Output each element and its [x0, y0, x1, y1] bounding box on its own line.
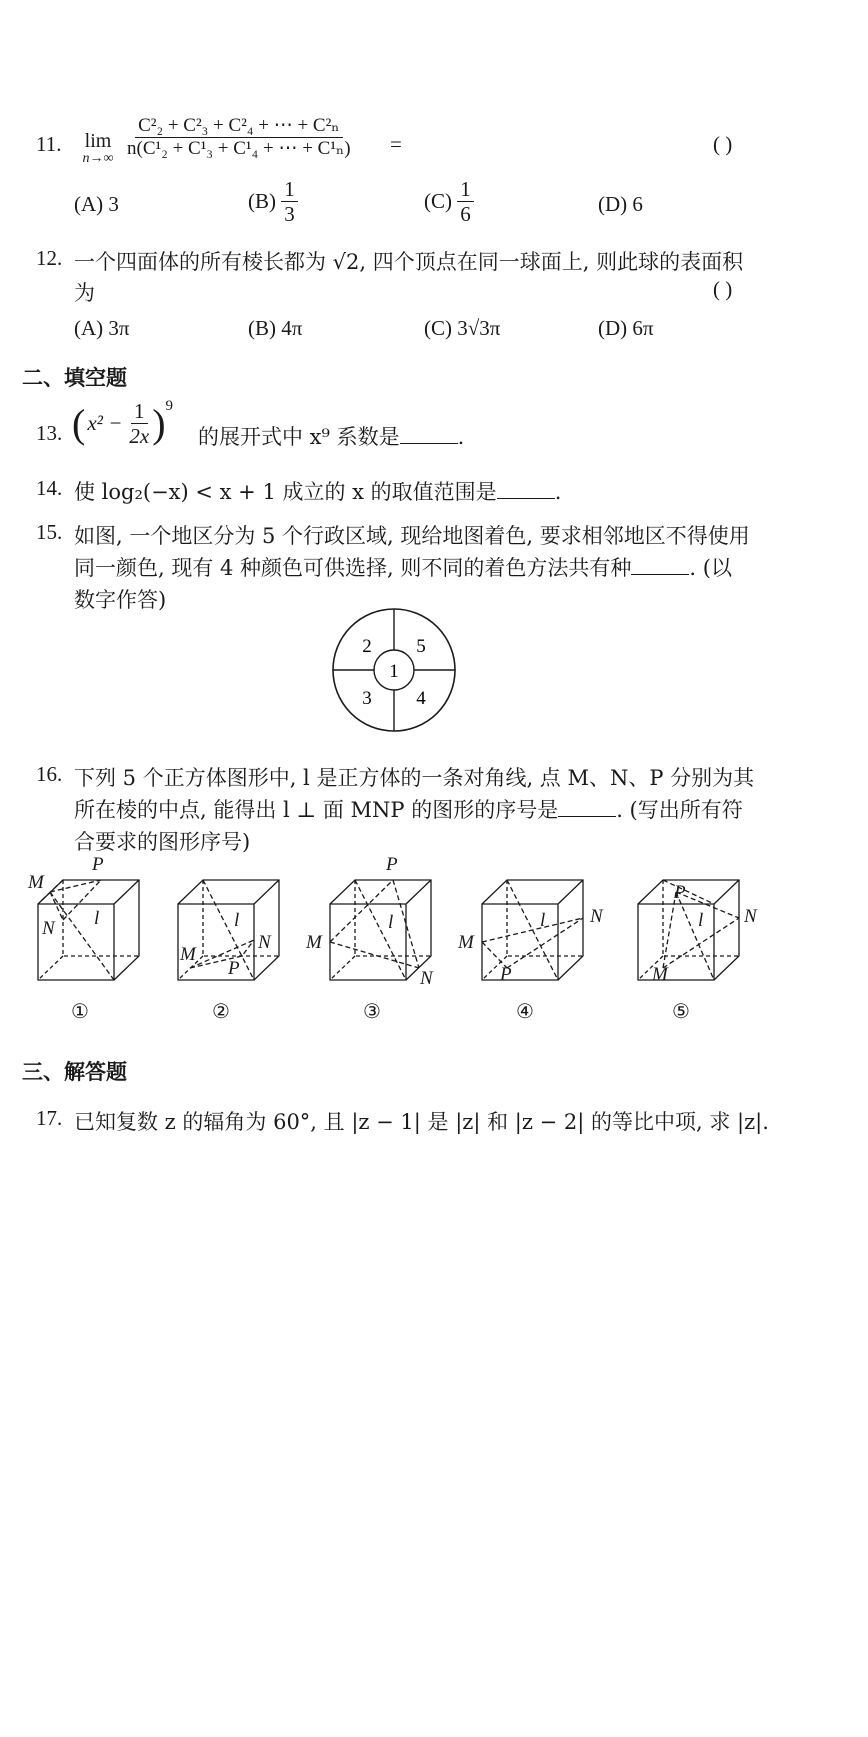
q15-line2-end: . (以: [689, 556, 732, 580]
q13-exponent: 9: [165, 398, 174, 414]
section-heading-fill-in: 二、填空题: [22, 366, 127, 390]
region-2: 2: [362, 636, 372, 657]
q13-x-squared: x² −: [87, 411, 123, 436]
cube4-label-M: M: [458, 932, 474, 953]
q11-equals: =: [390, 132, 402, 156]
q15-line1: 如图, 一个地区分为 5 个行政区域, 现给地图着色, 要求相邻地区不得使用: [74, 524, 750, 548]
q13-frac-num: 1: [131, 400, 148, 424]
figure-id-2: ②: [212, 1001, 230, 1023]
cube2-label-M: M: [180, 944, 196, 965]
cube5-label-M: M: [652, 964, 668, 985]
cube3-label-l: l: [388, 912, 394, 933]
option-c-label: (C): [424, 189, 452, 214]
q15-line3: 数字作答): [74, 588, 167, 612]
cube5-label-P: P: [674, 882, 686, 903]
q11-answer-paren: ( ): [713, 132, 733, 156]
q13-end: .: [457, 425, 465, 449]
q15-line2: [74, 552, 732, 582]
q12-answer-paren: ( ): [713, 277, 733, 301]
option-b-denominator: 3: [284, 202, 295, 227]
q14-text: [74, 476, 561, 506]
q14-statement: 使 log₂(−x) < x + 1 成立的 x 的取值范围是: [74, 480, 497, 504]
cube1-label-P: P: [92, 854, 104, 875]
q16-line3: 合要求的图形序号): [74, 830, 251, 854]
q12-line1: 一个四面体的所有棱长都为 √2, 四个顶点在同一球面上, 则此球的表面积: [74, 250, 744, 274]
q15-answer-blank: [631, 556, 689, 575]
option-b-numerator: 1: [281, 178, 298, 202]
option-c-denominator: 6: [460, 202, 471, 227]
q17-text: 已知复数 z 的辐角为 60°, 且 |z − 1| 是 |z| 和 |z − 2| 的等比中项, 求 |z|.: [74, 1110, 769, 1134]
q13-expression: [72, 400, 173, 447]
cube5-label-l: l: [698, 910, 704, 931]
cube2-label-l: l: [234, 910, 240, 931]
region-3: 3: [362, 688, 372, 709]
q12-option-a: (A) 3π: [74, 316, 130, 340]
cube3-label-M: M: [306, 932, 322, 953]
cube2-label-N: N: [258, 932, 271, 953]
cube3-label-P: P: [386, 854, 398, 875]
section-heading-solutions: 三、解答题: [22, 1060, 127, 1084]
cube2-label-P: P: [228, 958, 240, 979]
cube4-label-l: l: [540, 910, 546, 931]
q13-text: [198, 421, 464, 451]
q16-line2-end: . (写出所有符: [616, 798, 743, 822]
q14-number: 14.: [36, 476, 63, 500]
q14-end: .: [554, 480, 562, 504]
cube1-label-M: M: [28, 872, 44, 893]
figure-id-3: ③: [363, 1001, 381, 1023]
region-4: 4: [416, 688, 426, 709]
q13-answer-blank: [400, 425, 458, 444]
q11-option-c: [424, 178, 474, 225]
cube-4: [482, 880, 583, 980]
figure-id-1: ①: [71, 1001, 89, 1023]
q13-frac-den: 2x: [129, 424, 150, 449]
lim-subscript: n→∞: [82, 151, 114, 166]
q13-statement: 的展开式中 x⁹ 系数是: [198, 425, 400, 449]
q11-denominator: n(C¹₂ + C¹₃ + C¹₄ + ⋯ + C¹ₙ): [127, 137, 351, 159]
q11-option-a: (A) 3: [74, 192, 119, 216]
q16-line1: 下列 5 个正方体图形中, l 是正方体的一条对角线, 点 M、N、P 分别为其: [74, 766, 755, 790]
cube4-label-P: P: [500, 964, 512, 985]
cube1-label-l: l: [94, 908, 100, 929]
q15-line2-text: 同一颜色, 现有 4 种颜色可供选择, 则不同的着色方法共有种: [74, 556, 632, 580]
q16-line2: [74, 794, 743, 824]
q12-option-c: (C) 3√3π: [424, 316, 501, 340]
q11-limit: [74, 131, 122, 167]
q12-option-b: (B) 4π: [248, 316, 303, 340]
cube4-label-N: N: [590, 906, 603, 927]
q11-fraction: [124, 116, 354, 159]
figure-id-4: ④: [516, 1001, 534, 1023]
q16-line2-text: 所在棱的中点, 能得出 l ⊥ 面 MNP 的图形的序号是: [74, 798, 559, 822]
q11-number: 11.: [36, 132, 62, 156]
q16-number: 16.: [36, 762, 63, 786]
q11-numerator: C²₂ + C²₃ + C²₄ + ⋯ + C²ₙ: [135, 116, 342, 138]
cube-3: [330, 880, 431, 980]
q13-left-paren: (: [72, 400, 86, 446]
q15-region-map-figure: [330, 606, 458, 734]
cube5-label-N: N: [744, 906, 757, 927]
q15-number: 15.: [36, 520, 63, 544]
q11-option-b: [248, 178, 298, 225]
figure-id-5: ⑤: [672, 1001, 690, 1023]
q17-number: 17.: [36, 1106, 63, 1130]
cube3-label-N: N: [420, 968, 433, 989]
q13-right-paren: ): [152, 400, 166, 446]
q14-answer-blank: [497, 480, 555, 499]
q12-number: 12.: [36, 246, 63, 270]
region-1: 1: [389, 661, 399, 682]
region-5: 5: [416, 636, 426, 657]
lim-word: lim: [84, 130, 112, 152]
q11-option-d: (D) 6: [598, 192, 643, 216]
option-c-numerator: 1: [457, 178, 474, 202]
q12-line2: 为: [74, 281, 95, 305]
option-b-label: (B): [248, 189, 276, 214]
q13-number: 13.: [36, 421, 63, 445]
q16-answer-blank: [558, 798, 616, 817]
q16-cubes-figure: [20, 848, 860, 1028]
cube1-label-N: N: [42, 918, 55, 939]
q12-option-d: (D) 6π: [598, 316, 654, 340]
